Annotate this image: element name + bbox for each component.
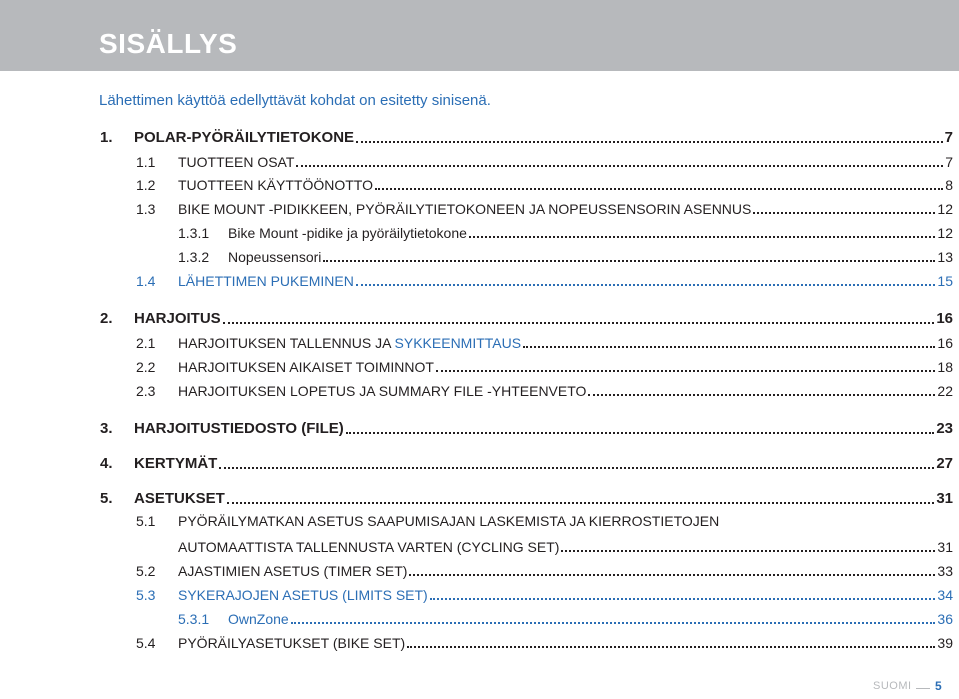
toc-number: 5.1 (136, 513, 156, 529)
toc-page: 7 (945, 154, 953, 170)
blue-items-note: Lähettimen käyttöä edellyttävät kohdat on esitetty sinisenä. (99, 92, 491, 109)
toc-label: TUOTTEEN KÄYTTÖÖNOTTO (178, 177, 373, 193)
toc-page: 36 (937, 611, 953, 627)
toc-label-continued: AUTOMAATTISTA TALLENNUSTA VARTEN (CYCLING SET) (178, 539, 560, 555)
toc-entry[interactable] (100, 171, 953, 193)
dot-leader (753, 212, 935, 214)
toc-page: 13 (937, 249, 953, 265)
dot-leader (291, 622, 936, 624)
toc-page: 33 (937, 563, 953, 579)
toc-label: SYKERAJOJEN ASETUS (LIMITS SET) (178, 587, 428, 603)
toc-page: 23 (936, 420, 953, 437)
toc-entry[interactable] (100, 124, 953, 146)
toc-label: OwnZone (228, 611, 289, 627)
toc-page: 12 (937, 225, 953, 241)
toc-page: 18 (937, 359, 953, 375)
dot-leader (469, 236, 936, 238)
toc-label: HARJOITUS (134, 310, 221, 327)
toc-label: PYÖRÄILYASETUKSET (BIKE SET) (178, 635, 406, 651)
toc-number: 1. (100, 129, 113, 146)
toc-entry[interactable] (100, 581, 953, 603)
dot-leader (356, 141, 943, 143)
toc-number: 5.2 (136, 563, 156, 579)
toc-label: ASETUKSET (134, 490, 225, 507)
toc-number: 1.1 (136, 154, 156, 170)
toc-page: 31 (937, 539, 953, 555)
toc-page: 39 (937, 635, 953, 651)
dot-leader (375, 188, 943, 190)
toc-number: 5.4 (136, 635, 156, 651)
toc-label (178, 335, 521, 351)
toc-number: 2.3 (136, 383, 156, 399)
dot-leader (356, 284, 936, 286)
toc-number: 5. (100, 490, 113, 507)
toc-number: 5.3.1 (178, 611, 210, 627)
toc-label: Bike Mount -pidike ja pyöräilytietokone (228, 225, 467, 241)
toc-page: 16 (937, 335, 953, 351)
toc-entry[interactable] (100, 195, 953, 217)
dot-leader (223, 322, 935, 324)
dot-leader (588, 394, 935, 396)
footer-page-number: 5 (935, 679, 942, 693)
toc-entry[interactable] (100, 329, 953, 351)
toc-label: PYÖRÄILYMATKAN ASETUS SAAPUMISAJAN LASKEMISTA JA KIERROSTIETOJEN (178, 513, 720, 529)
toc-entry[interactable] (100, 219, 953, 241)
page-title: SISÄLLYS (99, 28, 238, 59)
dot-leader (346, 432, 935, 434)
toc-label-main: HARJOITUKSEN TALLENNUS JA (178, 335, 395, 351)
toc-number: 4. (100, 455, 113, 472)
toc-entry[interactable] (100, 305, 953, 327)
dot-leader (409, 574, 935, 576)
dot-leader (436, 370, 935, 372)
toc-number: 3. (100, 420, 113, 437)
toc-page: 12 (937, 201, 953, 217)
toc-page: 7 (944, 129, 953, 146)
toc-entry[interactable] (100, 533, 953, 555)
toc-page: 27 (936, 455, 953, 472)
toc-label: TUOTTEEN OSAT (178, 154, 295, 170)
dot-leader (219, 467, 934, 469)
toc-label: HARJOITUKSEN AIKAISET TOIMINNOT (178, 359, 434, 375)
toc-page: 16 (936, 310, 953, 327)
toc-entry[interactable] (100, 148, 953, 170)
dot-leader (523, 346, 935, 348)
dot-leader (561, 550, 935, 552)
toc-label: AJASTIMIEN ASETUS (TIMER SET) (178, 563, 408, 579)
toc-number: 1.2 (136, 177, 156, 193)
dot-leader (296, 165, 943, 167)
toc-number: 2.2 (136, 359, 156, 375)
dot-leader (407, 646, 935, 648)
toc-entry-first-line[interactable] (136, 513, 956, 529)
toc-page: 15 (937, 273, 953, 289)
toc-number: 2.1 (136, 335, 156, 351)
toc-entry[interactable] (100, 267, 953, 289)
toc-label: LÄHETTIMEN PUKEMINEN (178, 273, 354, 289)
toc-entry[interactable] (100, 450, 953, 472)
toc-label: HARJOITUSTIEDOSTO (FILE) (134, 420, 344, 437)
toc-entry[interactable] (100, 377, 953, 399)
dot-leader (323, 260, 935, 262)
toc-label: HARJOITUKSEN LOPETUS JA SUMMARY FILE -YHTEENVETO (178, 383, 587, 399)
toc-label-blue: SYKKEENMITTAUS (394, 335, 522, 351)
toc-entry[interactable] (100, 605, 953, 627)
toc-page: 22 (937, 383, 953, 399)
toc-entry[interactable] (100, 353, 953, 375)
toc-label: Nopeussensori (228, 249, 322, 265)
toc-entry[interactable] (100, 415, 953, 437)
toc-number: 2. (100, 310, 113, 327)
toc-label: KERTYMÄT (134, 455, 218, 472)
toc-number: 1.3.2 (178, 249, 210, 265)
toc-number: 1.3 (136, 201, 156, 217)
footer-language: SUOMI (873, 680, 912, 692)
dot-leader (430, 598, 936, 600)
dot-leader (227, 502, 934, 504)
toc-page: 8 (945, 177, 953, 193)
toc-number: 5.3 (136, 587, 156, 603)
toc-number: 1.3.1 (178, 225, 210, 241)
footer-divider (916, 688, 930, 689)
toc-label: POLAR-PYÖRÄILYTIETOKONE (134, 129, 355, 146)
toc-number: 1.4 (136, 273, 156, 289)
toc-label: BIKE MOUNT -PIDIKKEEN, PYÖRÄILYTIETOKONEEN JA NOPEUSSENSORIN ASENNUS (178, 201, 752, 217)
toc-entry[interactable] (100, 629, 953, 651)
toc-entry[interactable] (100, 557, 953, 579)
toc-page: 34 (937, 587, 953, 603)
toc-entry[interactable] (100, 485, 953, 507)
toc-entry[interactable] (100, 243, 953, 265)
toc-page: 31 (936, 490, 953, 507)
